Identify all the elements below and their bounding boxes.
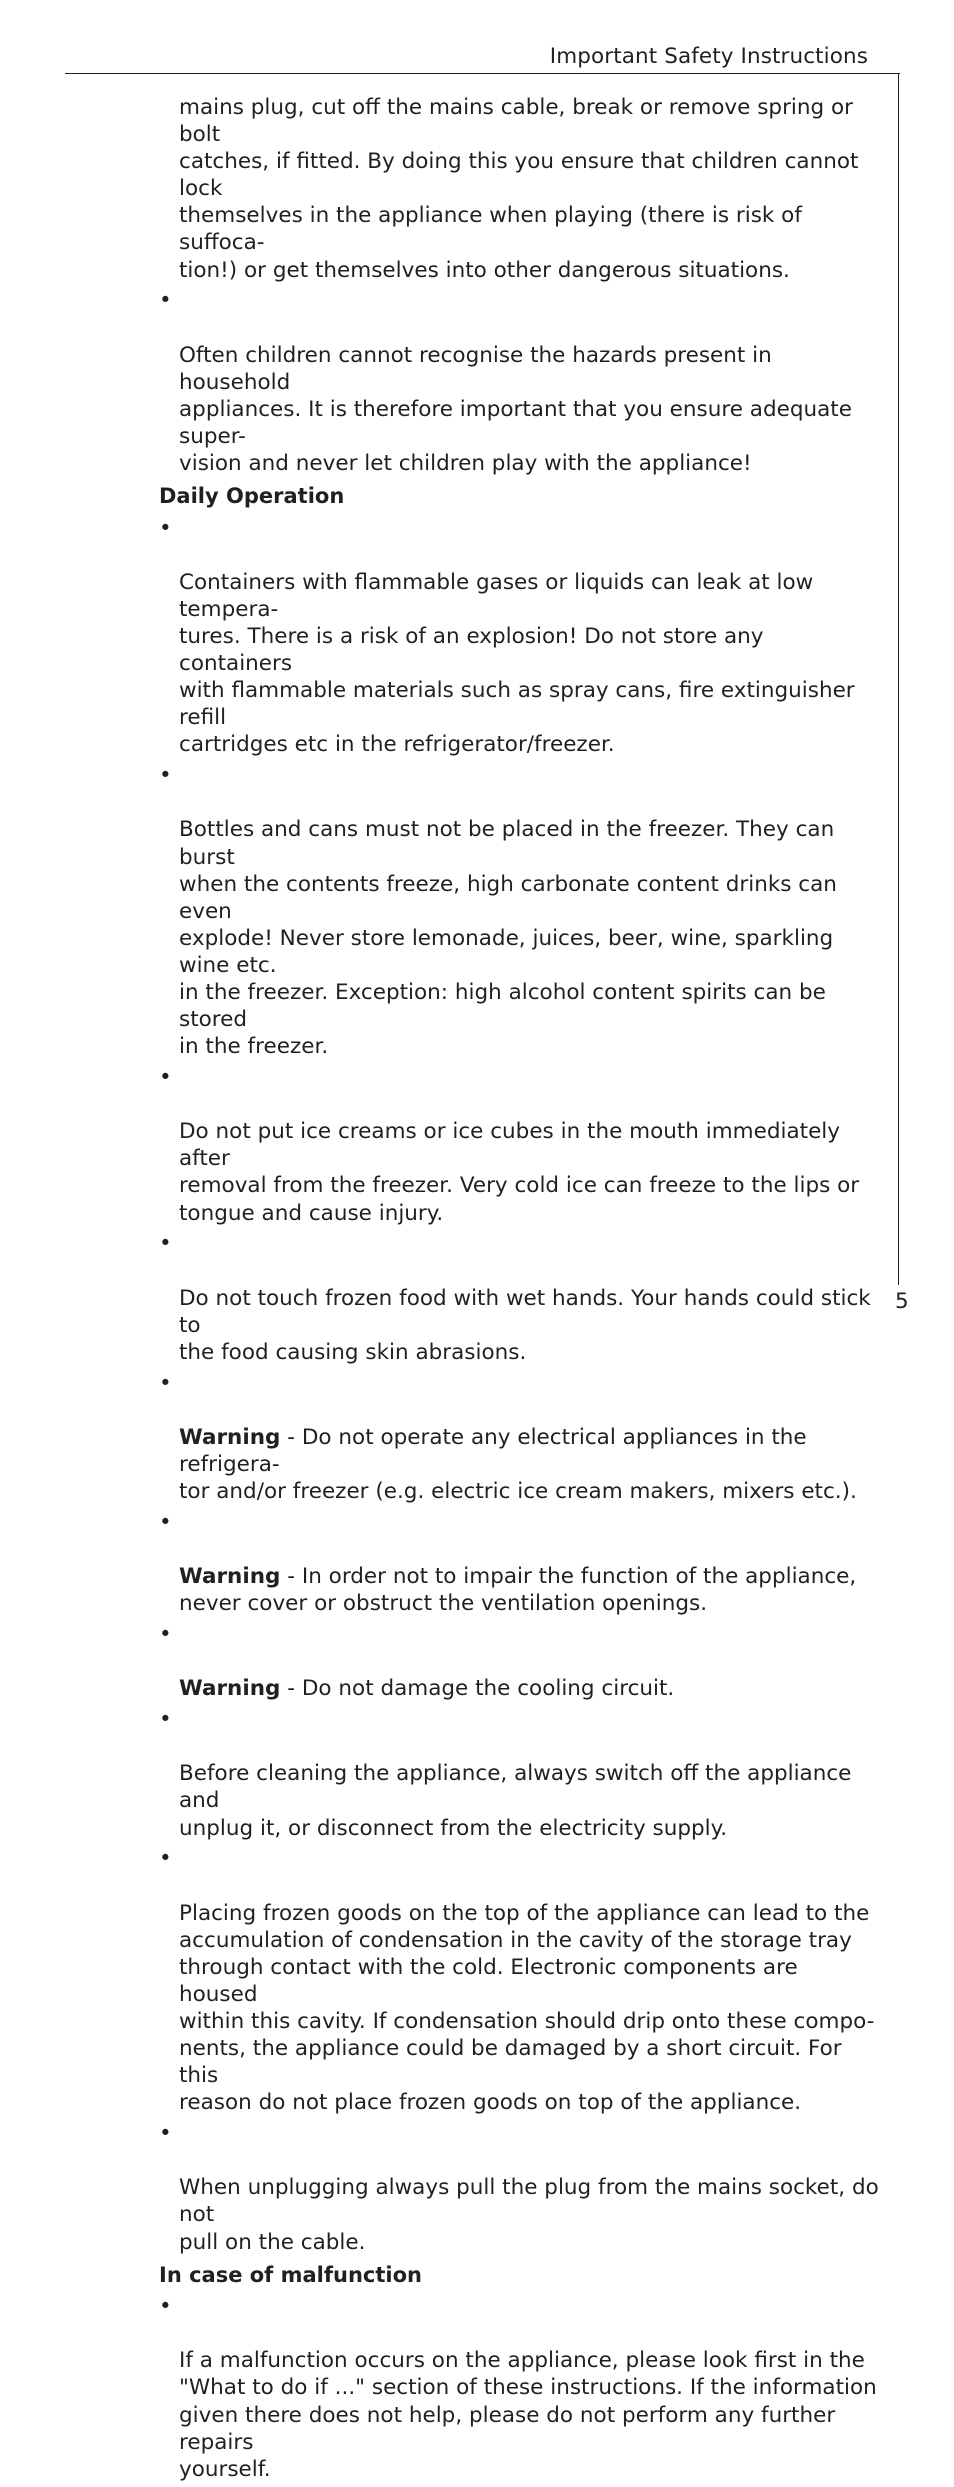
section-heading-malfunction: In case of malfunction bbox=[159, 2262, 422, 2287]
list-item bbox=[159, 1230, 879, 1365]
side-rule bbox=[898, 73, 899, 1285]
list-item bbox=[159, 1064, 879, 1227]
list-item-text: Before cleaning the appliance, always switch off the appliance and unplug it, or disconnect from the electricity supply. bbox=[179, 1761, 852, 1841]
list-item bbox=[159, 287, 879, 477]
bullet: • bbox=[159, 2294, 172, 2320]
list-item-text: Placing frozen goods on the top of the appliance can lead to the accumulation of condensation in the cavity of the storage tray through contact with the cold. Electronic components are housed within this cavity. If condensation should drip onto these compo- nents, the appliance could be damaged by a short circuit. For this reason do not place frozen goods on top of the appliance. bbox=[179, 1900, 875, 2116]
list-item-text: Do not touch frozen food with wet hands. Your hands could stick to the food causing skin abrasions. bbox=[179, 1285, 871, 1365]
warning-item bbox=[159, 1621, 879, 1702]
header-rule bbox=[65, 73, 900, 74]
warning-item bbox=[159, 1509, 879, 1617]
page-content bbox=[159, 94, 879, 2487]
bullet: • bbox=[159, 1065, 172, 1091]
list-item-text: When unplugging always pull the plug from the mains socket, do not pull on the cable. bbox=[179, 2175, 879, 2255]
page-header-title: Important Safety Instructions bbox=[549, 44, 868, 69]
warning-item bbox=[159, 1370, 879, 1505]
list-item bbox=[159, 2293, 879, 2483]
list-item bbox=[159, 2120, 879, 2255]
list-item bbox=[159, 1845, 879, 2116]
list-item-text: Bottles and cans must not be placed in the freezer. They can burst when the contents freeze, high carbonate content drinks can even explode! Never store lemonade, juices, beer, wine, sparkling wine etc. in the freezer. Exception: high alcohol content spirits can be stored in the freezer. bbox=[179, 817, 837, 1060]
bullet: • bbox=[159, 1231, 172, 1257]
list-item bbox=[159, 515, 879, 759]
list-item-text: Containers with flammable gases or liquids can leak at low tempera- tures. There is a risk of an explosion! Do not store any containers with flammable materials such as spray cans, fire extinguisher refill cartridges etc in the refrigerator/freezer. bbox=[179, 569, 855, 758]
list-item bbox=[159, 1706, 879, 1841]
warning-label: Warning bbox=[179, 1564, 281, 1590]
page-number: 5 bbox=[895, 1289, 909, 1314]
list-item-text: Often children cannot recognise the hazards present in household appliances. It is therefore important that you ensure adequate super- vision and never let children play with the appliance! bbox=[179, 342, 852, 477]
warning-label: Warning bbox=[179, 1424, 281, 1450]
bullet: • bbox=[159, 515, 172, 541]
list-item-text: - In order not to impair the function of the appliance, never cover or obstruct the ventilation openings. bbox=[179, 1564, 857, 1617]
bullet: • bbox=[159, 1509, 172, 1535]
section-heading-daily-operation: Daily Operation bbox=[159, 484, 345, 509]
warning-label: Warning bbox=[179, 1676, 281, 1702]
bullet: • bbox=[159, 288, 172, 314]
bullet: • bbox=[159, 763, 172, 789]
bullet: • bbox=[159, 1370, 172, 1396]
list-item-text: If a malfunction occurs on the appliance, please look first in the "What to do if ..." section of these instructions. If the information given there does not help, please do not perform any further repairs yourself. bbox=[179, 2348, 877, 2482]
bullet: • bbox=[159, 1622, 172, 1648]
list-item-text: - Do not operate any electrical appliances in the refrigera- tor and/or freezer (e.g. electric ice cream makers, mixers etc.). bbox=[179, 1424, 857, 1505]
bullet: • bbox=[159, 1846, 172, 1872]
intro-paragraph: mains plug, cut off the mains cable, break or remove spring or bolt catches, if fitted. By doing this you ensure that children cannot lock themselves in the appliance when playing (there is risk of suffoca- tion!) or get themselves into other dangerous situations. bbox=[179, 95, 859, 283]
bullet: • bbox=[159, 2121, 172, 2147]
bullet: • bbox=[159, 1707, 172, 1733]
list-item bbox=[159, 762, 879, 1060]
list-item-text: - Do not damage the cooling circuit. bbox=[280, 1676, 675, 1702]
list-item-text: Do not put ice creams or ice cubes in the mouth immediately after removal from the freezer. Very cold ice can freeze to the lips or tongue and cause injury. bbox=[179, 1119, 860, 1226]
